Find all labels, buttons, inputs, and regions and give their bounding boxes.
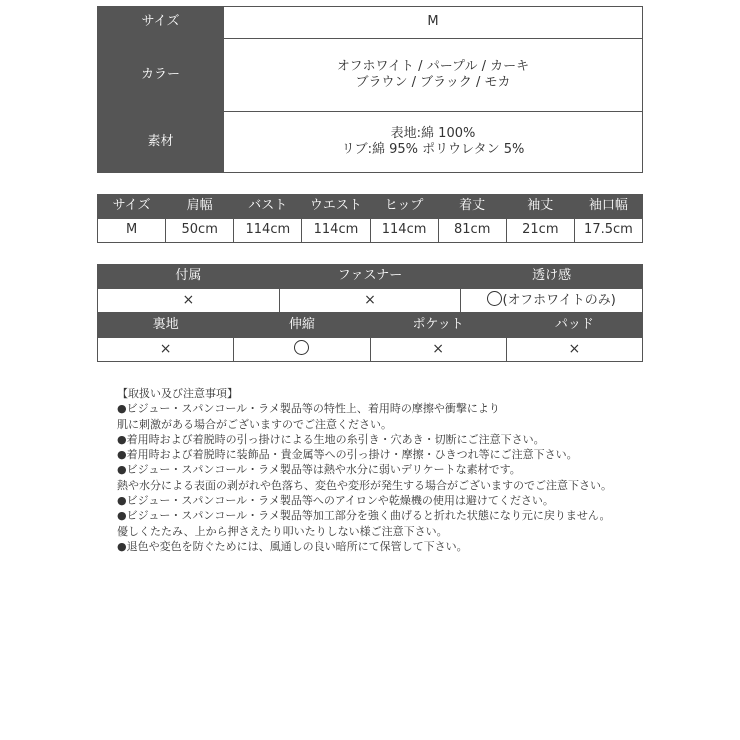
- notes-line: ●着用時および着脱時に装飾品・貴金属等への引っ掛け・摩擦・ひきつれ等にご注意下さい。: [117, 448, 578, 462]
- feature-header-pocket: ポケット: [370, 314, 506, 338]
- circle-mark-icon: [487, 291, 502, 306]
- notes-line: 熱や水分による表面の剥がれや色落ち、変色や変形が発生する場合がございますのでご注意下さい。: [117, 478, 612, 492]
- feature-header-sheerness: 透け感: [461, 265, 643, 289]
- spec-value-line: 表地:綿 100%: [390, 125, 476, 141]
- feature-header-stretch: 伸縮: [234, 314, 370, 338]
- feature-value-pad: ×: [506, 338, 642, 362]
- size-value: 21cm: [506, 219, 574, 243]
- features-2-header-row: [98, 314, 643, 338]
- features-table-1: [97, 264, 643, 313]
- sheerness-note: (オフホワイトのみ): [502, 293, 616, 309]
- feature-value-lining: ×: [98, 338, 234, 362]
- notes-line: ●退色や変色を防ぐためには、風通しの良い暗所にて保管して下さい。: [117, 539, 468, 553]
- features-2-value-row: [98, 338, 643, 362]
- feature-header-lining: 裏地: [98, 314, 234, 338]
- feature-header-zipper: ファスナー: [279, 265, 461, 289]
- size-header: 袖丈: [506, 195, 574, 219]
- features-table-2: [97, 313, 643, 362]
- size-value: 114cm: [370, 219, 438, 243]
- size-value-row: [98, 219, 643, 243]
- features-1-value-row: [98, 289, 643, 313]
- spec-value-line: ブラウン / ブラック / モカ: [355, 75, 511, 90]
- spec-row-size: [98, 7, 643, 39]
- spec-label-material: 素材: [98, 112, 224, 173]
- size-table: [97, 194, 643, 243]
- notes-heading: 【取扱い及び注意事項】: [117, 387, 238, 400]
- care-notes: [117, 386, 677, 554]
- size-header: 着丈: [438, 195, 506, 219]
- feature-value-zipper: ×: [279, 289, 461, 313]
- spec-row-color: [98, 39, 643, 112]
- notes-line: ●ビジュー・スパンコール・ラメ製品等加工部分を強く曲げると折れた状態になり元に戻りません。: [117, 509, 611, 523]
- notes-line: ●着用時および着脱時の引っ掛けによる生地の糸引き・穴あき・切断にご注意下さい。: [117, 432, 545, 446]
- feature-value-stretch: [234, 338, 370, 362]
- size-value: 50cm: [166, 219, 234, 243]
- size-header-row: [98, 195, 643, 219]
- spec-label-color: カラー: [98, 39, 224, 112]
- notes-line: 優しくたたみ、上から押さえたり叩いたりしない様ご注意下さい。: [117, 524, 448, 538]
- notes-line: 肌に刺激がある場合がございますのでご注意ください。: [117, 417, 392, 431]
- size-value: 81cm: [438, 219, 506, 243]
- size-value: 114cm: [302, 219, 370, 243]
- size-header: 袖口幅: [574, 195, 642, 219]
- notes-line: ●ビジュー・スパンコール・ラメ製品等は熱や水分に弱いデリケートな素材です。: [117, 463, 521, 477]
- spec-row-material: [98, 112, 643, 173]
- spec-value-size: [224, 7, 643, 39]
- feature-header-accessory: 付属: [98, 265, 280, 289]
- feature-value-pocket: ×: [370, 338, 506, 362]
- size-header: バスト: [234, 195, 302, 219]
- spec-value-material: [224, 112, 643, 173]
- size-value: 17.5cm: [574, 219, 642, 243]
- size-value: 114cm: [234, 219, 302, 243]
- feature-value-sheerness: [461, 289, 643, 313]
- spec-value-color: [224, 39, 643, 112]
- size-header: ウエスト: [302, 195, 370, 219]
- size-header: ヒップ: [370, 195, 438, 219]
- size-header: サイズ: [98, 195, 166, 219]
- spec-value-line: M: [427, 14, 439, 30]
- features-1-header-row: [98, 265, 643, 289]
- spec-label-size: サイズ: [98, 7, 224, 39]
- size-value: M: [98, 219, 166, 243]
- feature-header-pad: パッド: [506, 314, 642, 338]
- notes-line: ●ビジュー・スパンコール・ラメ製品等の特性上、着用時の摩擦や衝撃により: [117, 402, 500, 416]
- feature-value-accessory: ×: [98, 289, 280, 313]
- spec-value-line: オフホワイト / パープル / カーキ: [336, 58, 530, 74]
- spec-table: [97, 6, 643, 173]
- spec-value-line: リブ:綿 95% ポリウレタン 5%: [341, 142, 525, 157]
- size-header: 肩幅: [166, 195, 234, 219]
- notes-line: ●ビジュー・スパンコール・ラメ製品等へのアイロンや乾燥機の使用は避けてください。: [117, 494, 554, 508]
- circle-mark-icon: [294, 340, 309, 355]
